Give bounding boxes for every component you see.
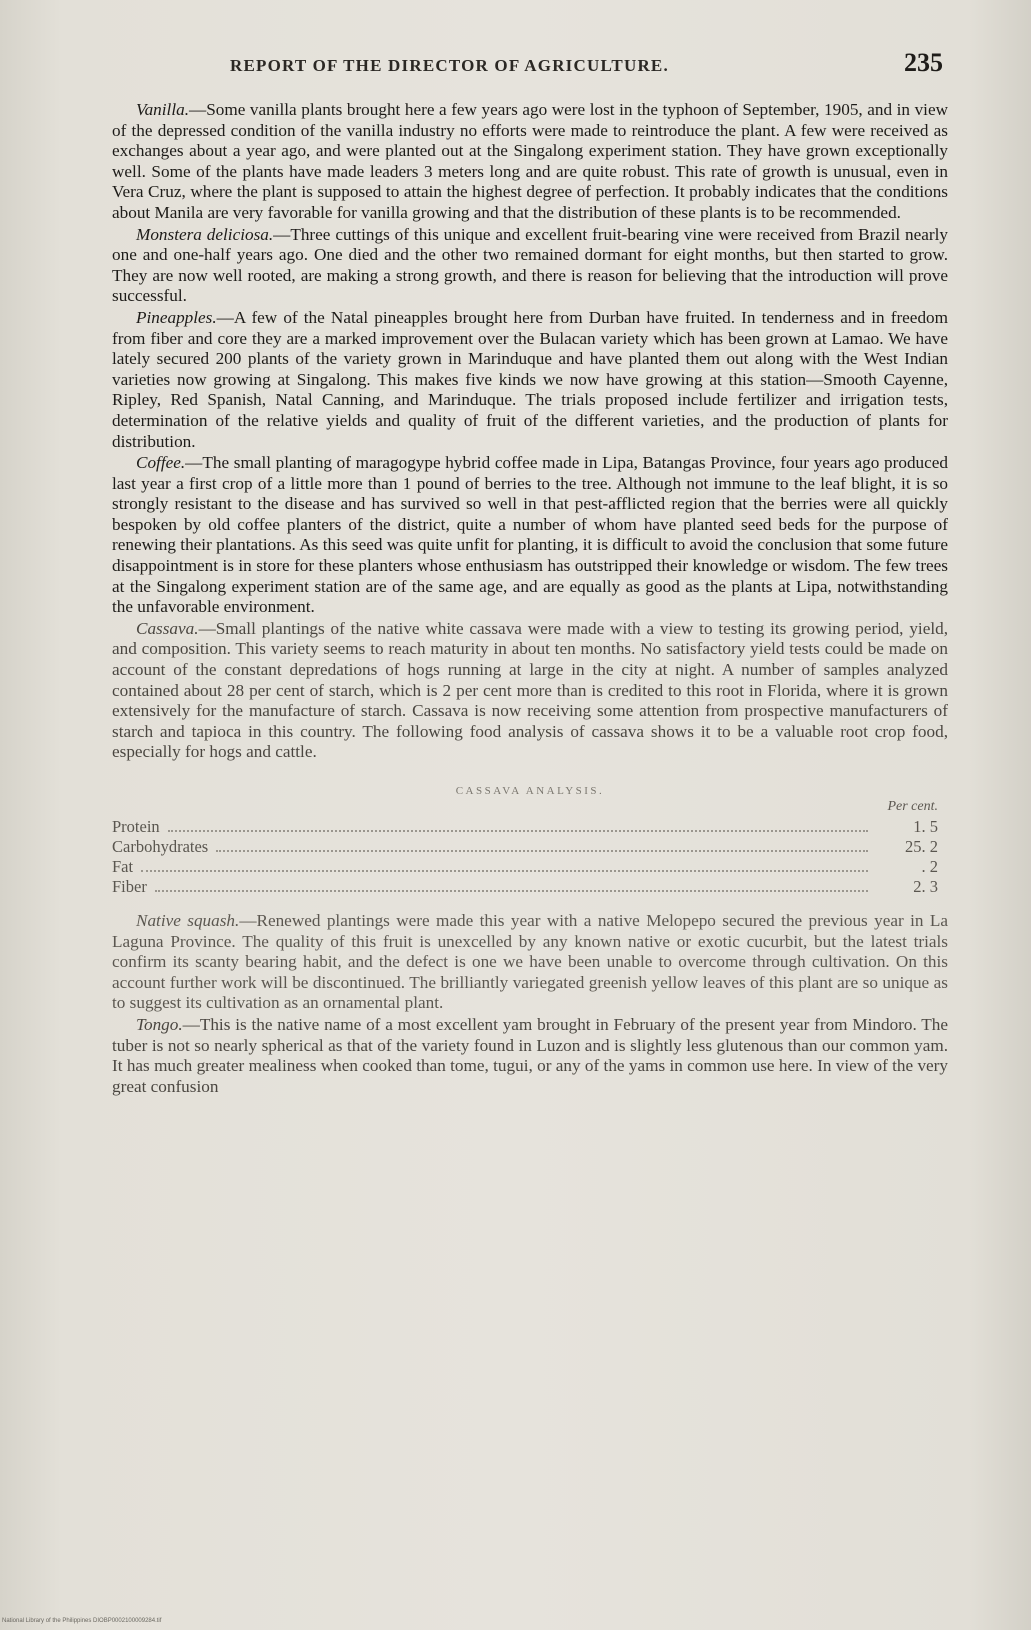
paragraph-lead: Cassava. (136, 618, 199, 638)
paragraph-pineapples (112, 308, 948, 452)
page-number: 235 (904, 48, 943, 77)
table-row (112, 817, 948, 837)
row-value: 1. 5 (913, 817, 938, 836)
paragraph-lead: Coffee. (136, 453, 186, 473)
paragraph-text: —Three cuttings of this unique and excellent fruit-bearing vine were received from Brazil nearly one and one-half years ago. One died and the other two remained dormant for eight months, but then started to grow. They are now well rooted, are making a strong growth, and there is reason for believing that the introduction will prove successful. (112, 224, 948, 306)
paragraph-coffee (112, 453, 948, 618)
row-label: Carbohydrates (112, 837, 209, 856)
paragraph-lead: Monstera deliciosa. (136, 224, 274, 244)
paragraph-text: —Renewed plantings were made this year with a native Melopepo secured the previous year in La Laguna Province. The quality of this fruit is unexcelled by any known native or exotic cucurbit, but the latest trials confirm its scanty bearing habit, and the defect is one we have been unable to overcome through cultivation. On this account further work will be discontinued. The brilliantly variegated greenish yellow leaves of this plant are so unique as to suggest its cultivation as an ornamental plant. (112, 911, 948, 1013)
table-row (112, 837, 948, 857)
page-header (100, 48, 951, 88)
row-value: . 2 (921, 857, 938, 876)
paragraph-text: —The small planting of maragogype hybrid coffee made in Lipa, Batangas Province, four years ago produced last year a first crop of a little more than 1 pound of berries to the tree. Although not immune to the leaf blight, it is so strongly resistant to the disease and has survived so well in that pest-afflicted region that the berries were all quickly bespoken by old coffee planters of the district, quite a number of whom have planted seed beds for the purpose of renewing their plantations. As this seed was quite unfit for planting, it is difficult to avoid the conclusion that some future disappointment is in store for these planters whose enthusiasm has outstripped their knowledge or wisdom. The few trees at the Singalong experiment station are of the same age, and are equally as good as the plants at Lipa, notwithstanding the unfavorable environment. (112, 453, 948, 617)
dot-leader (155, 889, 868, 892)
paragraph-native-squash (112, 911, 948, 1014)
cassava-analysis-table (112, 785, 948, 897)
paragraph-vanilla (112, 100, 948, 224)
paragraph-tongo (112, 1015, 948, 1097)
paragraph-text: —A few of the Natal pineapples brought here from Durban have fruited. In tenderness and in freedom from fiber and core they are a marked improvement over the Bulacan variety which has been grown at Lamao. We have lately secured 200 plants of the variety grown in Marinduque and have planted them out along with the West Indian varieties now growing at Singalong. This makes five kinds we now have growing at this station—Smooth Cayenne, Ripley, Red Spanish, Natal Canning, and Marinduque. The trials proposed include fertilizer and irrigation tests, determination of the relative yields and quality of fruit of the different varieties, and the production of plants for distribution. (112, 307, 948, 451)
row-value: 25. 2 (905, 837, 938, 856)
table-title: CASSAVA ANALYSIS. (455, 785, 605, 797)
paragraph-text: —Small plantings of the native white cassava were made with a view to testing its growing period, yield, and composition. This variety seems to reach maturity in about ten months. No satisfactory yield tests could be made on account of the constant depredations of hogs running at large in the city at night. A number of samples analyzed contained about 28 per cent of starch, which is 2 per cent more than is credited to this root in Florida, where it is grown extensively for the manufacture of starch. Cassava is now receiving some attention from prospective manufacturers of starch and tapioca in this country. The following food analysis of cassava shows it to be a valuable root crop food, especially for hogs and cattle. (112, 618, 948, 762)
paragraph-lead: Vanilla. (136, 100, 189, 119)
page-body (112, 100, 948, 1098)
paragraph-lead: Pineapples. (136, 307, 217, 327)
row-label: Fat (112, 857, 134, 876)
paragraph-lead: Tongo. (136, 1014, 183, 1034)
running-head: REPORT OF THE DIRECTOR OF AGRICULTURE. (230, 56, 669, 75)
paragraph-monstera (112, 225, 948, 307)
dot-leader (168, 829, 868, 832)
table-row (112, 877, 948, 897)
dot-leader (216, 849, 868, 852)
scan-credit: National Library of the Philippines DIOBP0002100009284.tif (2, 1618, 162, 1624)
table-column-header: Per cent. (887, 799, 938, 814)
dot-leader (141, 869, 868, 872)
paragraph-text: —This is the native name of a most excellent yam brought in February of the present year from Mindoro. The tuber is not so nearly spherical as that of the variety found in Luzon and is slightly less glutenous than our common yam. It has much greater mealiness when cooked than tome, tugui, or any of the yams in common use here. In view of the very great confusion (112, 1014, 948, 1096)
paragraph-lead: Native squash. (136, 911, 240, 930)
paragraph-text: —Some vanilla plants brought here a few years ago were lost in the typhoon of September, 1905, and in view of the depressed condition of the vanilla industry no efforts were made to reintroduce the plant. A few were received as exchanges about a year ago, and were planted out at the Singalong experiment station. They have grown exceptionally well. Some of the plants have made leaders 3 meters long and are quite robust. This rate of growth is unusual, even in Vera Cruz, where the plant is supposed to attain the highest degree of perfection. It probably indicates that the conditions about Manila are very favorable for vanilla growing and that the distribution of these plants is to be recommended. (112, 100, 948, 222)
table-row (112, 857, 948, 877)
paragraph-cassava (112, 619, 948, 763)
row-label: Fiber (112, 877, 147, 896)
row-value: 2. 3 (913, 877, 938, 896)
row-label: Protein (112, 817, 160, 836)
